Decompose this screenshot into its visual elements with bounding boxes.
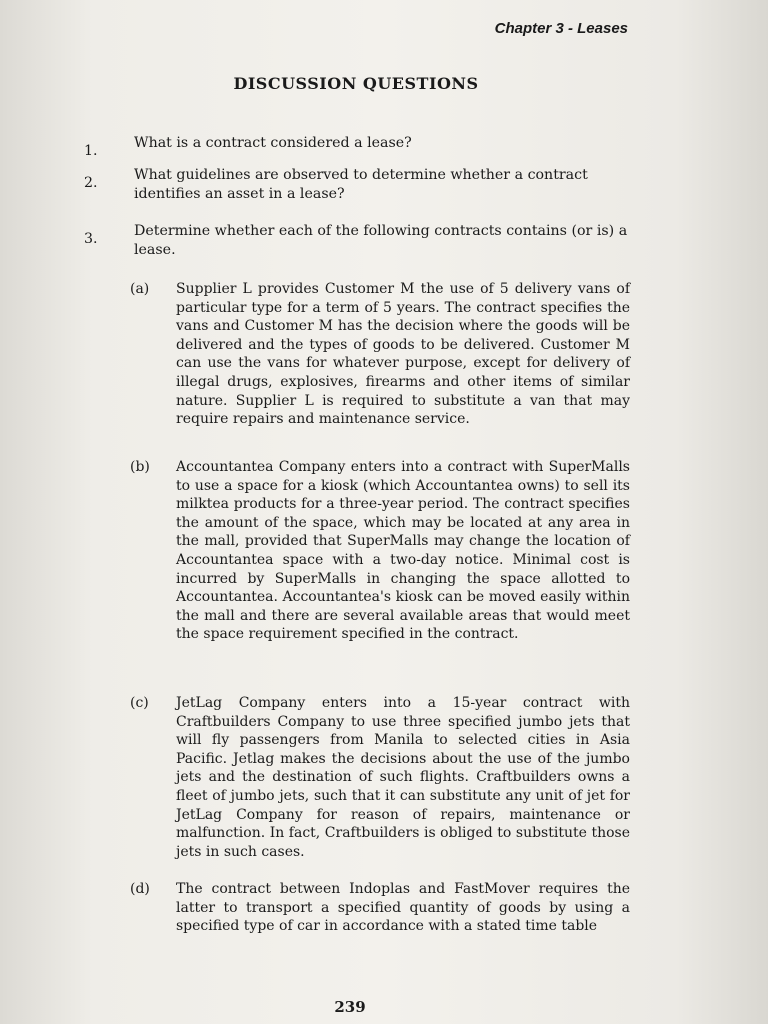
item-d [130, 880, 630, 936]
item-text: The contract between Indoplas and FastMover requires the latter to transport a specified quantity of goods by using a specified type of car in accordance with a stated time table [176, 881, 630, 935]
question-number: 2. [84, 175, 98, 191]
question-number: 1. [84, 143, 98, 159]
question-1 [84, 134, 644, 159]
page-number: 239 [334, 998, 366, 1016]
item-a [130, 280, 630, 429]
item-c [130, 694, 630, 861]
question-text: What guidelines are observed to determine whether a contract identifies an asset in a lease? [134, 167, 588, 202]
item-label: (c) [130, 695, 149, 711]
item-text: JetLag Company enters into a 15-year contract with Craftbuilders Company to use three specified jumbo jets that will fly passengers from Manila to selected cities in Asia Pacific. Jetlag makes the decisions about the use of the jumbo jets and the destination of such flights. Craftbuilders owns a fleet of jumbo jets, such that it can substitute any unit of jet for JetLag Company for reason of repairs, maintenance or malfunction. In fact, Craftbuilders is obliged to substitute those jets in such cases. [176, 695, 630, 860]
item-text: Supplier L provides Customer M the use of 5 delivery vans of particular type for a term of 5 years. The contract specifies the vans and Customer M has the decision where the goods will be delivered and the types of goods to be delivered. Customer M can use the vans for whatever purpose, except for delivery of illegal drugs, explosives, firearms and other items of similar nature. Supplier L is required to substitute a van that may require repairs and maintenance service. [176, 281, 630, 428]
chapter-header: Chapter 3 - Leases [494, 20, 628, 37]
question-text: What is a contract considered a lease? [134, 135, 412, 151]
question-number: 3. [84, 231, 98, 247]
item-label: (a) [130, 281, 150, 297]
question-3 [84, 222, 644, 260]
page-title: DISCUSSION QUESTIONS [233, 74, 479, 93]
question-2 [84, 166, 644, 204]
question-text: Determine whether each of the following contracts contains (or is) a lease. [134, 223, 628, 258]
item-label: (d) [130, 881, 150, 897]
item-label: (b) [130, 459, 150, 475]
item-b [130, 458, 630, 644]
item-text: Accountantea Company enters into a contract with SuperMalls to use a space for a kiosk (which Accountantea owns) to sell its milktea products for a three-year period. The contract specifies the amount of the space, which may be located at any area in the mall, provided that SuperMalls may change the location of Accountantea space with a two-day notice. Minimal cost is incurred by SuperMalls in changing the space allotted to Accountantea. Accountantea's kiosk can be moved easily within the mall and there are several available areas that would meet the space requirement specified in the contract. [176, 459, 630, 643]
